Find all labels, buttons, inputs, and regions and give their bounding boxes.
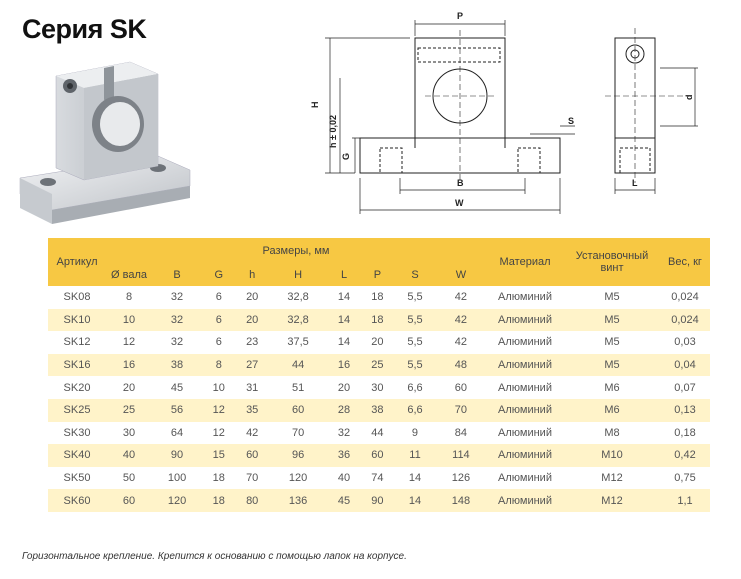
table-cell: 0,13 [660,399,710,422]
table-cell: 20 [122,381,136,394]
table-cell: 18 [361,309,394,332]
table-cell: 11 [394,444,436,467]
table-cell: 12 [122,336,136,349]
table-cell: 60 [361,444,394,467]
table-cell: M5 [564,309,660,332]
table-cell: Алюминий [486,399,564,422]
table-cell: 20 [371,336,384,349]
table-cell: 0,07 [674,381,696,394]
table-cell: 42 [436,309,486,332]
table-cell: 27 [235,354,268,377]
table-cell: 42 [246,426,259,439]
table-cell: 45 [170,381,184,394]
table-cell: SK20 [63,381,91,394]
table-cell: 45 [327,489,360,512]
table-cell: 90 [361,489,394,512]
table-cell: 10 [106,309,152,332]
table-cell: M8 [604,426,620,439]
table-row [48,331,710,354]
table-cell: 114 [436,444,486,467]
subheader-cell: P [361,264,394,286]
subheader-cell: Ø вала [106,264,152,286]
table-cell: 14 [337,336,351,349]
table-cell: 32,8 [287,291,309,304]
table-cell: SK60 [48,489,106,512]
header-article: Артикул [48,238,106,286]
table-cell: 60 [235,444,268,467]
table-cell: 5,5 [407,336,423,349]
table-cell: 60 [106,489,152,512]
table-cell: 0,03 [674,336,696,349]
table-cell: 6,6 [407,381,423,394]
subheader-cell: L [327,264,360,286]
table-cell: 90 [152,444,202,467]
table-cell: SK08 [63,291,91,304]
table-cell: 120 [288,472,308,485]
dim-s-label: S [568,116,575,126]
table-cell: 12 [212,426,225,439]
table-cell: 6 [215,291,222,304]
product-photo [18,58,218,228]
dim-g-label: G [341,152,351,160]
dim-b-label: B [457,178,464,188]
table-cell: 64 [170,426,184,439]
table-cell: 5,5 [407,291,423,304]
table-cell: M5 [564,354,660,377]
page-title: Серия SK [22,14,147,44]
table-cell: Алюминий [498,381,552,394]
specs-table [48,238,710,512]
table-cell: 20 [337,381,351,394]
header-weight: Вес, кг [660,238,710,286]
table-cell: Алюминий [498,291,552,304]
table-cell: 32 [152,309,202,332]
table-cell: 80 [235,489,268,512]
table-cell: 32 [337,426,351,439]
table-cell: 0,42 [660,444,710,467]
table-row [48,489,710,512]
table-cell: 6 [215,336,222,349]
table-row [48,422,710,445]
table-cell: 50 [122,472,136,485]
table-cell: SK12 [63,336,91,349]
technical-drawing [300,8,710,223]
table-cell: 31 [246,381,259,394]
table-row [48,376,710,399]
table-cell: 70 [291,426,305,439]
table-cell: 16 [106,354,152,377]
dim-h-label: H [310,101,320,108]
table-cell: 40 [337,472,351,485]
table-cell: 28 [327,399,360,422]
table-cell: 18 [202,489,235,512]
table-cell: 14 [408,472,422,485]
table-cell: 44 [269,354,327,377]
table-cell: 8 [202,354,235,377]
table-cell: 35 [235,399,268,422]
table-cell: 14 [394,489,436,512]
table-cell: 10 [212,381,225,394]
table-row [48,354,710,377]
table-cell: 14 [327,309,360,332]
table-cell: 32 [170,336,184,349]
table-cell: 32 [170,291,184,304]
table-cell: 23 [246,336,259,349]
table-cell: 120 [152,489,202,512]
table-cell: M5 [604,291,620,304]
table-cell: 60 [454,381,468,394]
table-cell: 5,5 [394,309,436,332]
table-cell: SK50 [63,472,91,485]
table-cell: 16 [327,354,360,377]
subheader-cell: W [436,264,486,286]
table-cell: 25 [106,399,152,422]
subheader-cell: S [394,264,436,286]
footnote: Горизонтальное крепление. Крепится к основанию с помощью лапок на корпусе. [22,551,407,562]
table-cell: 5,5 [394,354,436,377]
header-dimensions: Размеры, мм [106,238,486,264]
table-cell: 84 [454,426,468,439]
dim-l-label: L [632,178,638,188]
table-cell: 42 [454,291,468,304]
table-cell: M10 [564,444,660,467]
subheader-cell: H [269,264,327,286]
table-cell: 6 [202,309,235,332]
table-cell: 0,04 [660,354,710,377]
subheader-cell: h [235,264,268,286]
table-cell: 48 [436,354,486,377]
table-cell: Алюминий [486,444,564,467]
table-cell: Алюминий [486,489,564,512]
table-cell: 8 [125,291,133,304]
table-cell: SK25 [48,399,106,422]
dim-w-label: W [455,198,464,208]
header-material: Материал [486,238,564,286]
table-cell: M5 [604,336,620,349]
table-cell: 70 [246,472,259,485]
table-cell: 60 [269,399,327,422]
table-cell: 40 [106,444,152,467]
subheader-cell: G [202,264,235,286]
table-cell: 18 [371,291,384,304]
dim-p-label: P [457,11,464,21]
table-cell: 136 [269,489,327,512]
table-cell: 42 [454,336,468,349]
table-cell: 70 [436,399,486,422]
table-cell: 126 [451,472,471,485]
table-cell: 56 [152,399,202,422]
dim-h-tol-label: h ± 0,02 [328,115,338,148]
table-cell: M6 [564,399,660,422]
table-row [48,309,710,332]
table-cell: 0,024 [671,291,699,304]
table-cell: 1,1 [660,489,710,512]
table-cell: 0,18 [674,426,696,439]
table-cell: 32,8 [269,309,327,332]
table-cell: 0,024 [660,309,710,332]
table-cell: 51 [291,381,305,394]
table-cell: Алюминий [498,472,552,485]
table-cell: 100 [167,472,187,485]
table-cell: M6 [604,381,620,394]
table-cell: SK16 [48,354,106,377]
table-cell: 36 [327,444,360,467]
table-cell: 25 [361,354,394,377]
table-row [48,467,710,490]
table-cell: 30 [122,426,136,439]
table-cell: 38 [361,399,394,422]
dim-d-label: d [684,94,694,100]
table-cell: 148 [436,489,486,512]
subheader-cell: B [152,264,202,286]
table-cell: M12 [564,489,660,512]
table-cell: 12 [202,399,235,422]
table-cell: 14 [337,291,351,304]
table-cell: 15 [202,444,235,467]
table-cell: SK30 [63,426,91,439]
table-cell: 18 [212,472,225,485]
table-cell: 20 [246,291,259,304]
table-cell: 20 [235,309,268,332]
table-cell: 0,75 [674,472,696,485]
table-cell: M12 [601,472,623,485]
table-cell: SK40 [48,444,106,467]
table-row [48,399,710,422]
table-cell: Алюминий [486,354,564,377]
table-cell: 96 [269,444,327,467]
table-cell: Алюминий [498,426,552,439]
header-screw: Установочный винт [564,238,660,286]
table-row [48,286,710,309]
table-cell: 37,5 [287,336,309,349]
table-cell: 9 [411,426,419,439]
table-cell: 44 [371,426,384,439]
table-cell: 38 [152,354,202,377]
table-cell: Алюминий [498,336,552,349]
table-cell: Алюминий [486,309,564,332]
table-row [48,444,710,467]
table-cell: 74 [371,472,384,485]
table-cell: 30 [371,381,384,394]
table-cell: SK10 [48,309,106,332]
table-cell: 6,6 [394,399,436,422]
